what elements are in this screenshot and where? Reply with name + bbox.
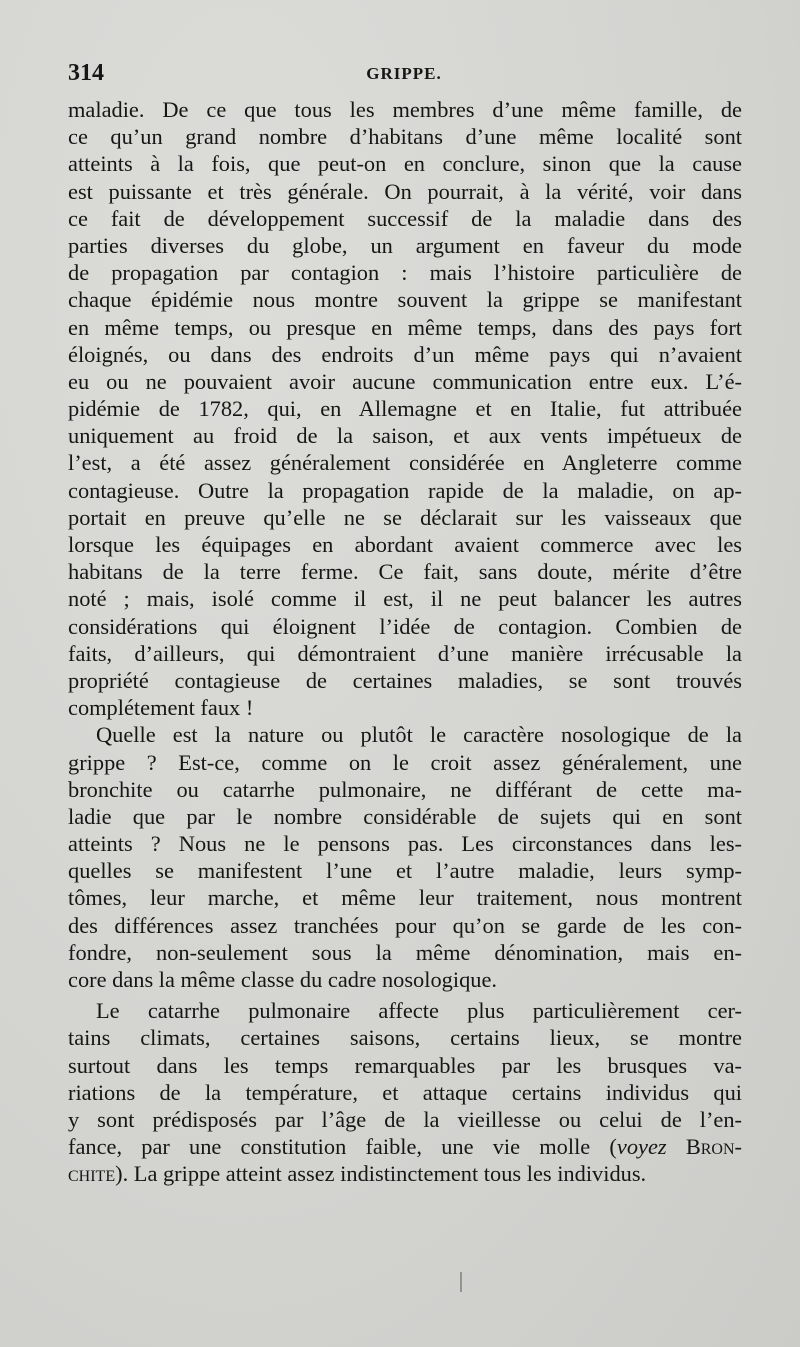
text-line: core dans la même classe du cadre nosologique. [68, 967, 497, 992]
text-line: chaque épidémie nous montre souvent la grippe se manifestant [68, 287, 742, 313]
text-line: est puissante et très générale. On pourrait, à la vérité, voir dans [68, 178, 742, 204]
ink-mark [460, 1272, 462, 1292]
cross-reference-term: Bron- [685, 1134, 742, 1160]
text-line: lorsque les équipages en abordant avaient commerce avec les [68, 532, 742, 557]
paragraph-1 [68, 96, 742, 721]
paragraph-2 [68, 721, 742, 993]
text-line: habitans de la terre ferme. Ce fait, sans doute, mérite d’être [68, 559, 742, 585]
text-line: propriété contagieuse de certaines maladies, se sont trouvés [68, 667, 742, 693]
text-line: surtout dans les temps remarquables par les brusques va- [68, 1052, 742, 1078]
cross-reference-voyez: voyez [616, 1134, 667, 1160]
text-line-with-reference [68, 1133, 742, 1160]
text-line: noté ; mais, isolé comme il est, il ne peut balancer les autres [68, 586, 742, 612]
page-header [68, 60, 740, 94]
text-line: en même temps, ou presque en même temps, dans des pays fort [68, 314, 742, 340]
text-line: contagieuse. Outre la propagation rapide de la maladie, on ap- [68, 477, 742, 503]
running-title: GRIPPE. [366, 64, 442, 83]
text-line: uniquement au froid de la saison, et aux vents impétueux de [68, 423, 742, 449]
text-line: atteints à la fois, que peut-on en conclure, sinon que la cause [68, 151, 742, 177]
text-line: complétement faux ! [68, 695, 254, 721]
text-segment: ). La grippe atteint assez indistinctement tous les individus. [115, 1161, 647, 1187]
body-text [68, 96, 742, 1188]
text-line: tômes, leur marche, et même leur traitement, nous montrent [68, 885, 742, 911]
text-line: ce qu’un grand nombre d’habitans d’une même localité sont [68, 124, 742, 150]
text-line: atteints ? Nous ne le pensons pas. Les circonstances dans les- [68, 831, 742, 857]
text-line: pidémie de 1782, qui, en Allemagne et en Italie, fut attribuée [68, 396, 742, 422]
text-line: l’est, a été assez généralement considérée en Angleterre comme [68, 450, 742, 476]
text-line: grippe ? Est-ce, comme on le croit assez généralement, une [68, 749, 742, 775]
text-line: bronchite ou catarrhe pulmonaire, ne différant de cette ma- [68, 776, 742, 802]
text-line: parties diverses du globe, un argument en faveur du mode [68, 232, 742, 258]
text-line: fondre, non-seulement sous la même dénomination, mais en- [68, 939, 742, 965]
text-line: des différences assez tranchées pour qu’on se garde de les con- [68, 912, 742, 938]
text-line: y sont prédisposés par l’âge de la vieillesse ou celui de l’en- [68, 1106, 742, 1132]
cross-reference-term-end: chite [68, 1161, 116, 1187]
text-line: considérations qui éloignent l’idée de contagion. Combien de [68, 613, 742, 639]
text-line: maladie. De ce que tous les membres d’une même famille, de [68, 97, 742, 122]
text-line: portait en preuve qu’elle ne se déclarait sur les vaisseaux que [68, 504, 742, 530]
text-line: Le catarrhe pulmonaire affecte plus particulièrement cer- [96, 998, 742, 1024]
text-line [68, 1160, 742, 1187]
text-line: ladie que par le nombre considérable de sujets qui en sont [68, 803, 742, 829]
text-line: tains climats, certaines saisons, certains lieux, se montre [68, 1025, 742, 1051]
text-segment: fance, par une constitution faible, une vie molle ( [68, 1134, 617, 1160]
text-line: de propagation par contagion : mais l’histoire particulière de [68, 260, 742, 286]
text-line: ce fait de développement successif de la maladie dans des [68, 205, 742, 231]
text-line: riations de la température, et attaque certains individus qui [68, 1079, 742, 1105]
text-line: faits, d’ailleurs, qui démontraient d’une manière irrécusable la [68, 640, 742, 666]
text-line: éloignés, ou dans des endroits d’un même pays qui n’avaient [68, 341, 742, 367]
text-line: eu ou ne pouvaient avoir aucune communication entre eux. L’é- [68, 368, 742, 394]
paragraph-3 [68, 997, 742, 1187]
text-line: Quelle est la nature ou plutôt le caractère nosologique de la [96, 722, 742, 748]
text-line: quelles se manifestent l’une et l’autre maladie, leurs symp- [68, 858, 742, 884]
page-number: 314 [68, 60, 104, 86]
